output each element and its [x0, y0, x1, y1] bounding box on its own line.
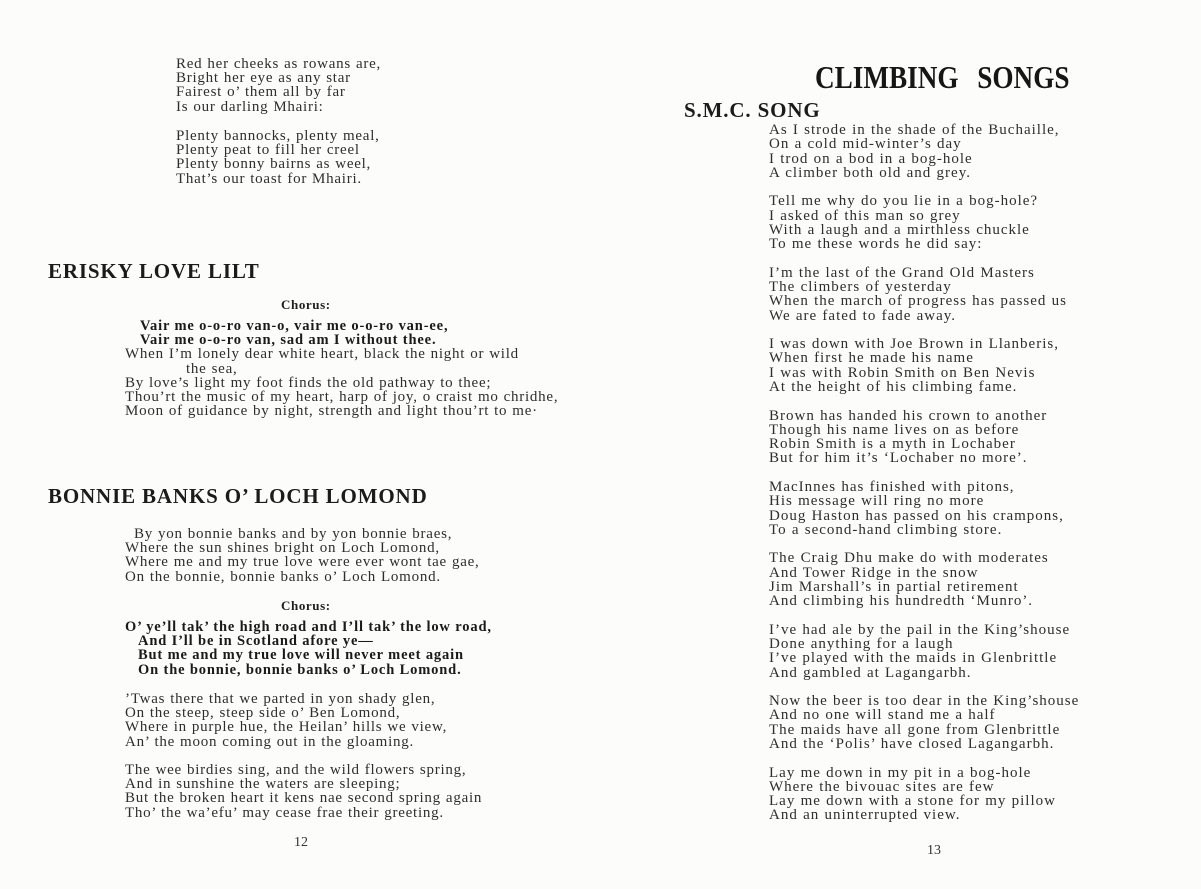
lyric-line: I’ve had ale by the pail in the King’shouse: [769, 621, 1071, 638]
chorus-line: But me and my true love will never meet again: [138, 647, 464, 664]
lyric-line: Where the sun shines bright on Loch Lomond,: [125, 540, 440, 557]
chorus-label: Chorus:: [281, 297, 331, 312]
lyric-line: When the march of progress has passed us: [769, 293, 1068, 310]
lyric-line: the sea,: [186, 360, 238, 377]
lyric-line: To me these words he did say:: [769, 236, 983, 253]
lyric-line: I’ve played with the maids in Glenbrittle: [769, 650, 1058, 667]
smc-song-lyrics: [769, 123, 1079, 837]
lyric-line: To a second-hand climbing store.: [769, 521, 1003, 538]
lyric-line: I was with Robin Smith on Ben Nevis: [769, 364, 1036, 381]
lyric-line: A climber both old and grey.: [769, 164, 971, 181]
lyric-line: And in sunshine the waters are sleeping;: [125, 776, 401, 793]
lyric-line: Is our darling Mhairi:: [176, 98, 324, 115]
song-title-smc: S.M.C. SONG: [684, 98, 821, 122]
lyric-line: And no one will stand me a half: [769, 707, 996, 724]
lyric-line: Fairest o’ them all by far: [176, 84, 346, 101]
section-title: CLIMBING SONGS: [815, 59, 1070, 95]
lyric-line: I was down with Joe Brown in Llanberis,: [769, 336, 1059, 353]
lyric-line: Jim Marshall’s in partial retirement: [769, 578, 1019, 595]
lyric-line: Lay me down with a stone for my pillow: [769, 793, 1056, 810]
lyric-line: ’Twas there that we parted in yon shady glen,: [125, 691, 436, 707]
lyric-line: On the bonnie, bonnie banks o’ Loch Lomond.: [125, 568, 441, 585]
loch-lomond-verse-2: [125, 692, 447, 749]
lyric-line: Lay me down in my pit in a bog-hole: [769, 764, 1032, 781]
stanza: [769, 194, 1079, 251]
lyric-line: With a laugh and a mirthless chuckle: [769, 221, 1030, 238]
lyric-line: And Tower Ridge in the snow: [769, 564, 979, 581]
lyric-line: At the height of his climbing fame.: [769, 379, 1018, 396]
lyric-line: The maids have all gone from Glenbrittle: [769, 721, 1061, 738]
page-number: 12: [294, 835, 308, 850]
lyric-line: And the ‘Polis’ have closed Lagangarbh.: [769, 735, 1055, 752]
mhairi-verse-1: [176, 57, 381, 114]
lyric-line: But the broken heart it kens nae second spring again: [125, 790, 483, 807]
lyric-line: And climbing his hundredth ‘Munro’.: [769, 593, 1034, 610]
lyric-line: Tho’ the wa’efu’ may cease frae their greeting.: [125, 804, 444, 821]
lyric-line: Tell me why do you lie in a bog-hole?: [769, 193, 1039, 210]
lyric-line: The wee birdies sing, and the wild flowers spring,: [125, 762, 467, 778]
lyric-line: Done anything for a laugh: [769, 636, 954, 653]
lyric-line: Where me and my true love were ever wont tae gae,: [125, 554, 480, 571]
lyric-line: As I strode in the shade of the Buchaille,: [769, 122, 1060, 138]
stanza: [769, 551, 1079, 608]
lyric-line: His message will ring no more: [769, 493, 985, 510]
song-title-loch-lomond: BONNIE BANKS O’ LOCH LOMOND: [48, 484, 428, 508]
lyric-line: Bright her eye as any star: [176, 70, 351, 87]
erisky-lyrics: [125, 319, 558, 418]
stanza: [769, 337, 1079, 394]
lyric-line: The climbers of yesterday: [769, 279, 952, 296]
mhairi-verse-2: [176, 129, 380, 186]
page-right: [600, 0, 1201, 889]
lyric-line: I trod on a bod in a bog-hole: [769, 150, 973, 167]
chorus-label: Chorus:: [281, 598, 331, 613]
lyric-line: That’s our toast for Mhairi.: [176, 170, 362, 187]
lyric-line: We are fated to fade away.: [769, 307, 957, 324]
chorus-line: Vair me o-o-ro van-o, vair me o-o-ro van-ee,: [140, 318, 449, 334]
chorus-line: On the bonnie, bonnie banks o’ Loch Lomond.: [138, 661, 462, 678]
lyric-line: When first he made his name: [769, 350, 974, 367]
lyric-line: The Craig Dhu make do with moderates: [769, 550, 1049, 567]
stanza: [769, 266, 1079, 323]
lyric-line: By love’s light my foot finds the old pathway to thee;: [125, 374, 492, 391]
loch-lomond-chorus: [125, 620, 492, 677]
stanza: [769, 409, 1079, 466]
stanza: [769, 766, 1079, 823]
lyric-line: And an uninterrupted view.: [769, 807, 961, 824]
lyric-line: I asked of this man so grey: [769, 207, 961, 224]
lyric-line: MacInnes has finished with pitons,: [769, 478, 1015, 495]
stanza: [769, 623, 1079, 680]
lyric-line: On a cold mid-winter’s day: [769, 136, 962, 153]
lyric-line: Doug Haston has passed on his crampons,: [769, 507, 1064, 524]
lyric-line: Where in purple hue, the Heilan’ hills we view,: [125, 719, 448, 736]
lyric-line: When I’m lonely dear white heart, black the night or wild: [125, 346, 519, 363]
stanza: [769, 123, 1079, 180]
loch-lomond-verse-1: [125, 527, 480, 584]
lyric-line: Plenty bonny bairns as weel,: [176, 156, 372, 173]
lyric-line: Where the bivouac sites are few: [769, 778, 995, 795]
lyric-line: Though his name lives on as before: [769, 421, 1020, 438]
lyric-line: Brown has handed his crown to another: [769, 407, 1048, 424]
song-title-erisky: ERISKY LOVE LILT: [48, 259, 260, 283]
stanza: [769, 694, 1079, 751]
loch-lomond-verse-3: [125, 763, 482, 820]
lyric-line: An’ the moon coming out in the gloaming.: [125, 733, 415, 750]
lyric-line: By yon bonnie banks and by yon bonnie braes,: [134, 526, 453, 542]
stanza: [769, 480, 1079, 537]
lyric-line: Thou’rt the music of my heart, harp of joy, o craist mo chridhe,: [125, 389, 559, 406]
chorus-line: And I’ll be in Scotland afore ye—: [138, 633, 374, 650]
chorus-line: O’ ye’ll tak’ the high road and I’ll tak’ the low road,: [125, 619, 492, 635]
page-number: 13: [927, 843, 941, 858]
lyric-line: Red her cheeks as rowans are,: [176, 56, 382, 72]
lyric-line: Plenty bannocks, plenty meal,: [176, 128, 380, 144]
lyric-line: I’m the last of the Grand Old Masters: [769, 264, 1035, 281]
chorus-line: Vair me o-o-ro van, sad am I without thee.: [140, 332, 437, 349]
lyric-line: Robin Smith is a myth in Lochaber: [769, 436, 1016, 453]
lyric-line: And gambled at Lagangarbh.: [769, 664, 972, 681]
lyric-line: But for him it’s ‘Lochaber no more’.: [769, 450, 1028, 467]
lyric-line: On the steep, steep side o’ Ben Lomond,: [125, 705, 401, 722]
lyric-line: Now the beer is too dear in the King’shouse: [769, 693, 1080, 710]
lyric-line: Plenty peat to fill her creel: [176, 142, 360, 159]
page-left: [0, 0, 600, 889]
lyric-line: Moon of guidance by night, strength and light thou’rt to me·: [125, 403, 538, 420]
